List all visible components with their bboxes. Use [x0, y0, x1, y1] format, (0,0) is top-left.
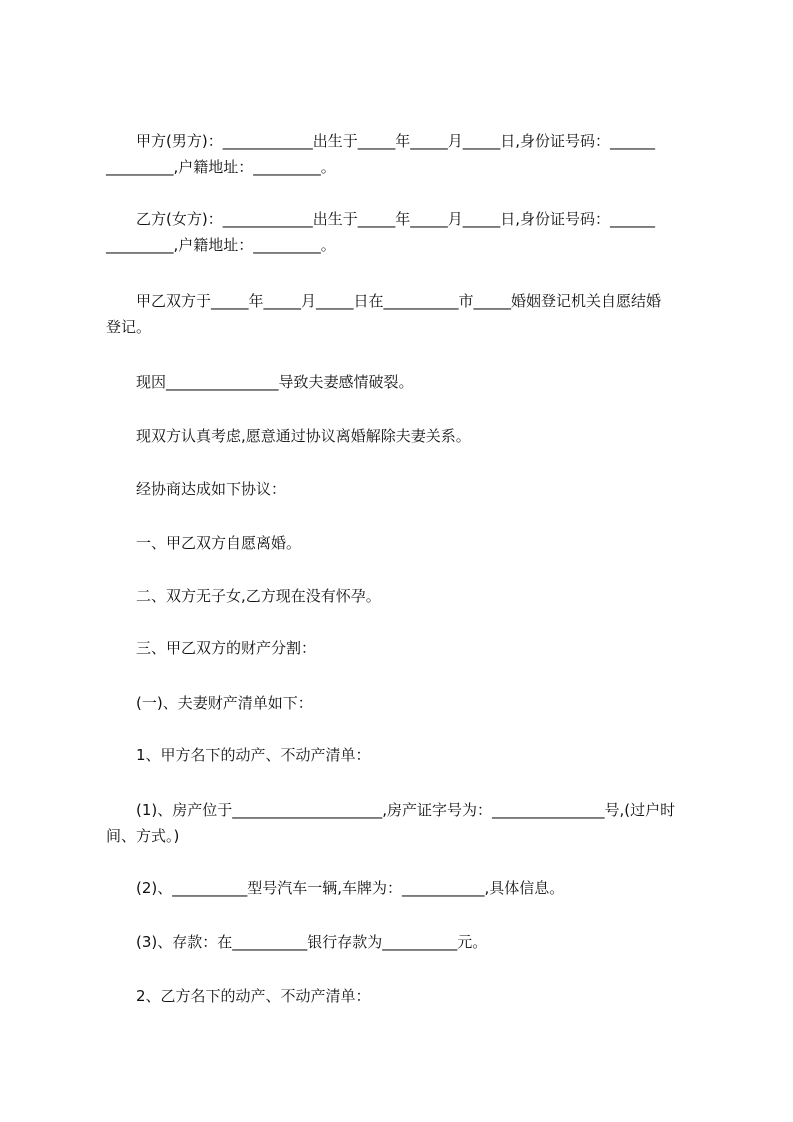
car-item: (2)、__________型号汽车一辆,车牌为：___________,具体信息。	[136, 879, 565, 897]
house-property-item: (1)、房产位于____________________,房产证字号为：_______________号,(过户时 间、方式。)	[106, 801, 676, 845]
party-b-info: 乙方(女方)：____________出生于_____年_____月_____日,身份证号码：______ _________,户籍地址：_________。	[106, 210, 655, 254]
party-b-assets-heading: 2、乙方名下的动产、不动产清单：	[136, 987, 371, 1005]
party-a-info: 甲方(男方)：____________出生于_____年_____月_____日,身份证号码：______ _________,户籍地址：_________。	[106, 132, 655, 176]
clause-1: 一、甲乙双方自愿离婚。	[136, 534, 302, 552]
agreement-intro: 经协商达成如下协议：	[136, 480, 287, 498]
marriage-registration: 甲乙双方于_____年_____月_____日在__________市_____婚姻登记机关自愿结婚 登记。	[106, 292, 662, 336]
divorce-intent: 现双方认真考虑,愿意通过协议离婚解除夫妻关系。	[136, 427, 471, 445]
property-list-heading: (一)、夫妻财产清单如下：	[136, 694, 313, 712]
party-a-assets-heading: 1、甲方名下的动产、不动产清单：	[136, 746, 371, 764]
clause-2: 二、双方无子女,乙方现在没有怀孕。	[136, 587, 381, 605]
breakdown-reason: 现因_______________导致夫妻感情破裂。	[136, 373, 414, 391]
clause-3: 三、甲乙双方的财产分割：	[136, 639, 317, 657]
deposit-item: (3)、存款：在__________银行存款为__________元。	[136, 933, 488, 951]
